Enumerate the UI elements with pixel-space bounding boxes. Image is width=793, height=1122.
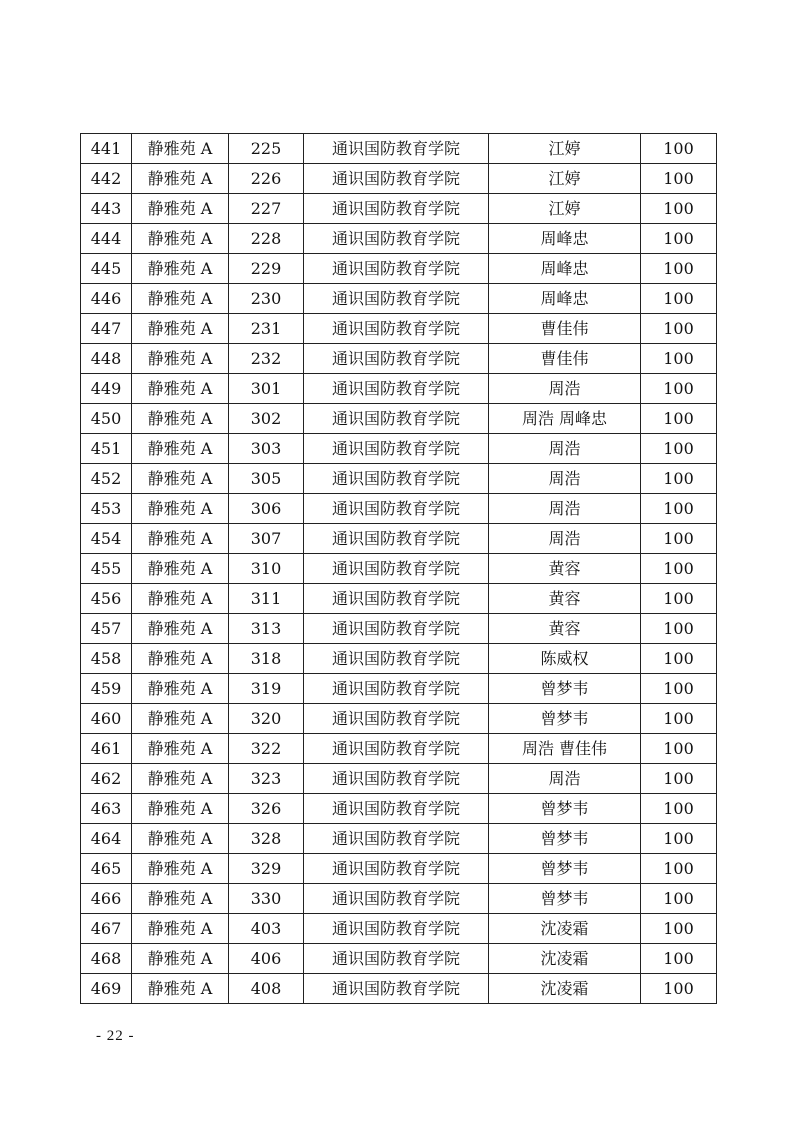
table-row (81, 704, 717, 734)
building-cell: 静雅苑 A (132, 764, 229, 794)
building-cell: 静雅苑 A (132, 284, 229, 314)
room-number-cell: 301 (229, 374, 304, 404)
college-cell: 通识国防教育学院 (304, 494, 489, 524)
building-cell: 静雅苑 A (132, 854, 229, 884)
score-cell: 100 (641, 614, 717, 644)
row-number-cell: 454 (81, 524, 132, 554)
score-cell: 100 (641, 584, 717, 614)
college-cell: 通识国防教育学院 (304, 974, 489, 1004)
score-cell: 100 (641, 314, 717, 344)
row-number-cell: 459 (81, 674, 132, 704)
score-cell: 100 (641, 704, 717, 734)
college-cell: 通识国防教育学院 (304, 764, 489, 794)
row-number-cell: 462 (81, 764, 132, 794)
score-cell: 100 (641, 944, 717, 974)
building-cell: 静雅苑 A (132, 944, 229, 974)
row-number-cell: 450 (81, 404, 132, 434)
score-cell: 100 (641, 284, 717, 314)
score-cell: 100 (641, 914, 717, 944)
room-number-cell: 305 (229, 464, 304, 494)
building-cell: 静雅苑 A (132, 224, 229, 254)
building-cell: 静雅苑 A (132, 254, 229, 284)
table-row (81, 344, 717, 374)
table-row (81, 584, 717, 614)
score-cell: 100 (641, 494, 717, 524)
room-number-cell: 226 (229, 164, 304, 194)
college-cell: 通识国防教育学院 (304, 254, 489, 284)
college-cell: 通识国防教育学院 (304, 614, 489, 644)
teacher-cell: 陈威权 (489, 644, 641, 674)
table-row (81, 374, 717, 404)
room-number-cell: 230 (229, 284, 304, 314)
table-row (81, 404, 717, 434)
building-cell: 静雅苑 A (132, 614, 229, 644)
room-number-cell: 311 (229, 584, 304, 614)
college-cell: 通识国防教育学院 (304, 884, 489, 914)
score-cell: 100 (641, 344, 717, 374)
row-number-cell: 466 (81, 884, 132, 914)
building-cell: 静雅苑 A (132, 974, 229, 1004)
teacher-cell: 周浩 (489, 524, 641, 554)
teacher-cell: 周浩 (489, 434, 641, 464)
building-cell: 静雅苑 A (132, 734, 229, 764)
room-number-cell: 231 (229, 314, 304, 344)
room-number-cell: 303 (229, 434, 304, 464)
college-cell: 通识国防教育学院 (304, 854, 489, 884)
college-cell: 通识国防教育学院 (304, 314, 489, 344)
building-cell: 静雅苑 A (132, 704, 229, 734)
score-cell: 100 (641, 254, 717, 284)
room-number-cell: 323 (229, 764, 304, 794)
building-cell: 静雅苑 A (132, 164, 229, 194)
table-row (81, 164, 717, 194)
teacher-cell: 黄容 (489, 614, 641, 644)
score-cell: 100 (641, 194, 717, 224)
building-cell: 静雅苑 A (132, 644, 229, 674)
score-cell: 100 (641, 434, 717, 464)
college-cell: 通识国防教育学院 (304, 554, 489, 584)
row-number-cell: 443 (81, 194, 132, 224)
building-cell: 静雅苑 A (132, 554, 229, 584)
table-row (81, 194, 717, 224)
teacher-cell: 曹佳伟 (489, 344, 641, 374)
room-number-cell: 228 (229, 224, 304, 254)
building-cell: 静雅苑 A (132, 434, 229, 464)
building-cell: 静雅苑 A (132, 524, 229, 554)
row-number-cell: 449 (81, 374, 132, 404)
room-number-cell: 406 (229, 944, 304, 974)
table-row (81, 854, 717, 884)
table-row (81, 434, 717, 464)
table-row (81, 914, 717, 944)
college-cell: 通识国防教育学院 (304, 794, 489, 824)
room-number-cell: 302 (229, 404, 304, 434)
table-row (81, 524, 717, 554)
college-cell: 通识国防教育学院 (304, 374, 489, 404)
score-cell: 100 (641, 734, 717, 764)
table-body (81, 134, 717, 1004)
college-cell: 通识国防教育学院 (304, 944, 489, 974)
row-number-cell: 458 (81, 644, 132, 674)
table-row (81, 764, 717, 794)
building-cell: 静雅苑 A (132, 404, 229, 434)
room-number-cell: 326 (229, 794, 304, 824)
college-cell: 通识国防教育学院 (304, 734, 489, 764)
row-number-cell: 453 (81, 494, 132, 524)
score-cell: 100 (641, 974, 717, 1004)
building-cell: 静雅苑 A (132, 134, 229, 164)
college-cell: 通识国防教育学院 (304, 224, 489, 254)
row-number-cell: 455 (81, 554, 132, 584)
room-number-cell: 329 (229, 854, 304, 884)
score-cell: 100 (641, 884, 717, 914)
college-cell: 通识国防教育学院 (304, 134, 489, 164)
room-number-cell: 328 (229, 824, 304, 854)
row-number-cell: 447 (81, 314, 132, 344)
room-number-cell: 306 (229, 494, 304, 524)
score-cell: 100 (641, 224, 717, 254)
row-number-cell: 464 (81, 824, 132, 854)
building-cell: 静雅苑 A (132, 344, 229, 374)
row-number-cell: 445 (81, 254, 132, 284)
building-cell: 静雅苑 A (132, 464, 229, 494)
room-number-cell: 319 (229, 674, 304, 704)
score-cell: 100 (641, 554, 717, 584)
row-number-cell: 468 (81, 944, 132, 974)
teacher-cell: 江婷 (489, 194, 641, 224)
table-row (81, 824, 717, 854)
teacher-cell: 周峰忠 (489, 254, 641, 284)
score-cell: 100 (641, 824, 717, 854)
building-cell: 静雅苑 A (132, 914, 229, 944)
teacher-cell: 黄容 (489, 554, 641, 584)
row-number-cell: 444 (81, 224, 132, 254)
dormitory-score-table (80, 133, 717, 1004)
teacher-cell: 周浩 (489, 374, 641, 404)
row-number-cell: 461 (81, 734, 132, 764)
row-number-cell: 446 (81, 284, 132, 314)
room-number-cell: 322 (229, 734, 304, 764)
room-number-cell: 403 (229, 914, 304, 944)
table-row (81, 284, 717, 314)
row-number-cell: 452 (81, 464, 132, 494)
row-number-cell: 448 (81, 344, 132, 374)
table-row (81, 884, 717, 914)
room-number-cell: 408 (229, 974, 304, 1004)
room-number-cell: 227 (229, 194, 304, 224)
table-row (81, 674, 717, 704)
building-cell: 静雅苑 A (132, 194, 229, 224)
college-cell: 通识国防教育学院 (304, 194, 489, 224)
table-row (81, 794, 717, 824)
row-number-cell: 463 (81, 794, 132, 824)
score-cell: 100 (641, 404, 717, 434)
score-cell: 100 (641, 464, 717, 494)
college-cell: 通识国防教育学院 (304, 644, 489, 674)
teacher-cell: 周峰忠 (489, 224, 641, 254)
teacher-cell: 周浩 (489, 464, 641, 494)
teacher-cell: 江婷 (489, 134, 641, 164)
score-cell: 100 (641, 674, 717, 704)
room-number-cell: 225 (229, 134, 304, 164)
building-cell: 静雅苑 A (132, 314, 229, 344)
room-number-cell: 318 (229, 644, 304, 674)
teacher-cell: 沈凌霜 (489, 914, 641, 944)
room-number-cell: 307 (229, 524, 304, 554)
room-number-cell: 320 (229, 704, 304, 734)
room-number-cell: 313 (229, 614, 304, 644)
row-number-cell: 457 (81, 614, 132, 644)
teacher-cell: 曾梦韦 (489, 824, 641, 854)
building-cell: 静雅苑 A (132, 824, 229, 854)
row-number-cell: 465 (81, 854, 132, 884)
room-number-cell: 232 (229, 344, 304, 374)
room-number-cell: 229 (229, 254, 304, 284)
table-row (81, 614, 717, 644)
teacher-cell: 江婷 (489, 164, 641, 194)
table-row (81, 734, 717, 764)
college-cell: 通识国防教育学院 (304, 164, 489, 194)
teacher-cell: 曾梦韦 (489, 854, 641, 884)
college-cell: 通识国防教育学院 (304, 704, 489, 734)
teacher-cell: 周峰忠 (489, 284, 641, 314)
college-cell: 通识国防教育学院 (304, 584, 489, 614)
college-cell: 通识国防教育学院 (304, 674, 489, 704)
teacher-cell: 曾梦韦 (489, 704, 641, 734)
teacher-cell: 周浩 (489, 494, 641, 524)
college-cell: 通识国防教育学院 (304, 914, 489, 944)
row-number-cell: 469 (81, 974, 132, 1004)
college-cell: 通识国防教育学院 (304, 284, 489, 314)
building-cell: 静雅苑 A (132, 584, 229, 614)
table-row (81, 974, 717, 1004)
row-number-cell: 451 (81, 434, 132, 464)
college-cell: 通识国防教育学院 (304, 404, 489, 434)
score-cell: 100 (641, 524, 717, 554)
table-row (81, 554, 717, 584)
building-cell: 静雅苑 A (132, 494, 229, 524)
table-row (81, 224, 717, 254)
table-row (81, 254, 717, 284)
teacher-cell: 曾梦韦 (489, 884, 641, 914)
teacher-cell: 黄容 (489, 584, 641, 614)
page-number: - 22 - (96, 1028, 135, 1044)
score-cell: 100 (641, 854, 717, 884)
row-number-cell: 460 (81, 704, 132, 734)
room-number-cell: 330 (229, 884, 304, 914)
score-cell: 100 (641, 374, 717, 404)
college-cell: 通识国防教育学院 (304, 524, 489, 554)
table-row (81, 644, 717, 674)
table-row (81, 944, 717, 974)
row-number-cell: 467 (81, 914, 132, 944)
score-cell: 100 (641, 134, 717, 164)
row-number-cell: 442 (81, 164, 132, 194)
teacher-cell: 沈凌霜 (489, 974, 641, 1004)
teacher-cell: 曾梦韦 (489, 674, 641, 704)
score-cell: 100 (641, 794, 717, 824)
row-number-cell: 456 (81, 584, 132, 614)
building-cell: 静雅苑 A (132, 674, 229, 704)
room-number-cell: 310 (229, 554, 304, 584)
college-cell: 通识国防教育学院 (304, 434, 489, 464)
teacher-cell: 曹佳伟 (489, 314, 641, 344)
table-row (81, 314, 717, 344)
table-row (81, 134, 717, 164)
score-cell: 100 (641, 644, 717, 674)
teacher-cell: 沈凌霜 (489, 944, 641, 974)
table-row (81, 464, 717, 494)
score-cell: 100 (641, 164, 717, 194)
building-cell: 静雅苑 A (132, 884, 229, 914)
teacher-cell: 周浩 周峰忠 (489, 404, 641, 434)
teacher-cell: 曾梦韦 (489, 794, 641, 824)
row-number-cell: 441 (81, 134, 132, 164)
teacher-cell: 周浩 曹佳伟 (489, 734, 641, 764)
college-cell: 通识国防教育学院 (304, 344, 489, 374)
building-cell: 静雅苑 A (132, 794, 229, 824)
building-cell: 静雅苑 A (132, 374, 229, 404)
college-cell: 通识国防教育学院 (304, 464, 489, 494)
table-row (81, 494, 717, 524)
teacher-cell: 周浩 (489, 764, 641, 794)
score-cell: 100 (641, 764, 717, 794)
college-cell: 通识国防教育学院 (304, 824, 489, 854)
